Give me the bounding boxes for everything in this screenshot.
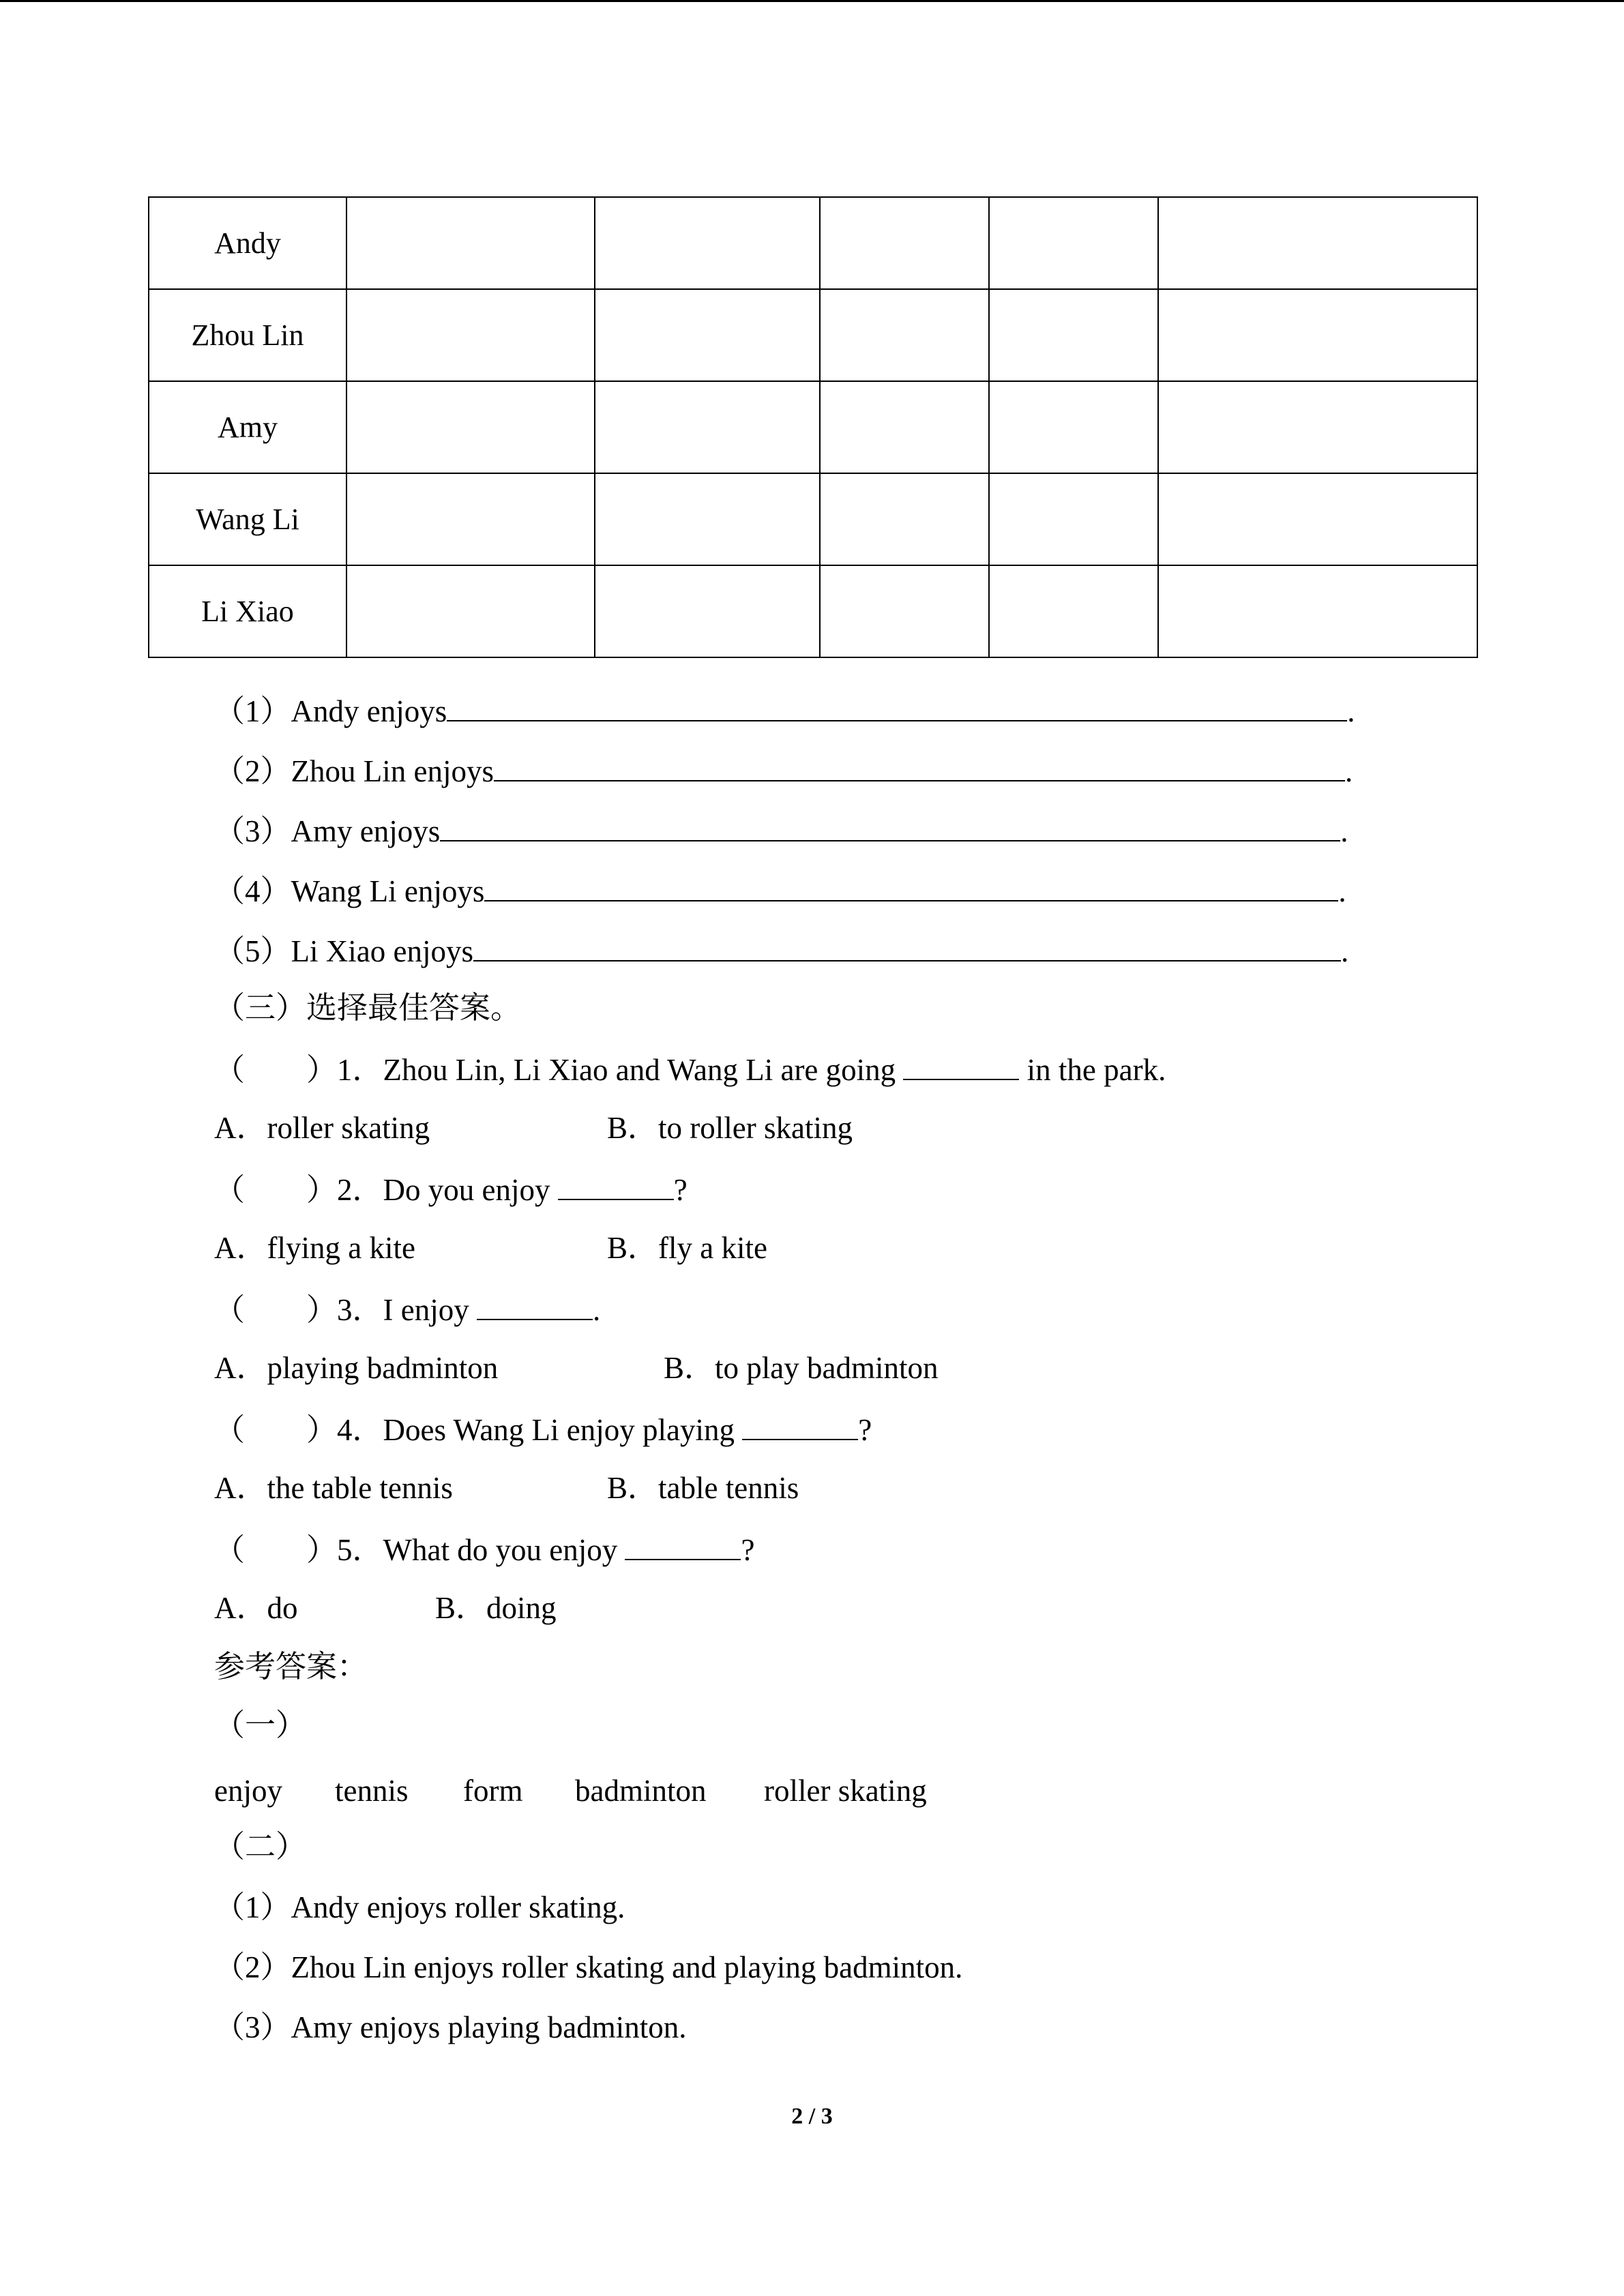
page-top-border	[0, 0, 1624, 2]
sentence-text: Wang Li enjoys	[291, 874, 485, 908]
word-bank-word: badminton	[575, 1774, 707, 1808]
fill-sentence-5: （5）Li Xiao enjoys .	[214, 934, 1349, 968]
question-text: Does Wang Li enjoy playing	[383, 1413, 743, 1447]
item-number: （5）	[214, 934, 291, 968]
item-number: （4）	[214, 874, 291, 908]
option-a[interactable]: A．do	[214, 1591, 298, 1625]
fill-sentence-4: （4）Wang Li enjoys .	[214, 874, 1346, 908]
question-blank	[903, 1053, 1019, 1080]
option-b[interactable]: B．to roller skating	[607, 1111, 853, 1145]
table-cell[interactable]	[989, 197, 1158, 289]
answer-line[interactable]	[447, 693, 1347, 721]
question-text-end: .	[593, 1293, 601, 1327]
option-a[interactable]: A．playing badminton	[214, 1351, 499, 1385]
table-cell[interactable]	[820, 565, 989, 657]
sentence-text: Li Xiao enjoys	[291, 934, 473, 968]
table-cell[interactable]	[346, 289, 595, 381]
question-text: I enjoy	[383, 1293, 477, 1327]
answer-bracket[interactable]: （ ）	[214, 1173, 338, 1207]
table-cell[interactable]	[1158, 197, 1477, 289]
question-5	[214, 1533, 754, 1566]
question-text-end: ?	[673, 1173, 688, 1207]
word-bank-word: enjoy	[214, 1774, 282, 1808]
fill-sentence-2: （2）Zhou Lin enjoys .	[214, 754, 1353, 788]
table-row	[149, 565, 1477, 657]
answers-title: 参考答案：	[214, 1650, 368, 1684]
table-cell[interactable]	[820, 197, 989, 289]
question-text-end: in the park.	[1019, 1053, 1166, 1087]
table-cell[interactable]	[346, 381, 595, 473]
question-text: What do you enjoy	[383, 1533, 625, 1567]
table-cell[interactable]	[346, 197, 595, 289]
section-3-title: （三）选择最佳答案。	[214, 991, 522, 1025]
answer-line[interactable]	[494, 753, 1345, 781]
answer-line[interactable]	[484, 873, 1338, 901]
table-row-name: Amy	[149, 381, 346, 473]
question-number: 1．	[337, 1053, 383, 1087]
question-text: Do you enjoy	[383, 1173, 558, 1207]
answer-bracket[interactable]: （ ）	[214, 1053, 338, 1087]
table-row	[149, 473, 1477, 565]
answer-bracket[interactable]: （ ）	[214, 1533, 338, 1567]
word-bank-word: form	[463, 1774, 523, 1808]
question-1	[214, 1053, 1166, 1086]
answer-bracket[interactable]: （ ）	[214, 1293, 338, 1327]
option-a[interactable]: A．roller skating	[214, 1111, 430, 1145]
option-b[interactable]: B．doing	[435, 1591, 557, 1625]
fill-sentence-3: （3）Amy enjoys .	[214, 814, 1348, 848]
answer-line-1: （1）Andy enjoys roller skating.	[214, 1890, 625, 1924]
option-b[interactable]: B．to play badminton	[664, 1351, 939, 1385]
table-row	[149, 381, 1477, 473]
table-row	[149, 289, 1477, 381]
table-cell[interactable]	[989, 565, 1158, 657]
table-cell[interactable]	[820, 381, 989, 473]
sentence-text: Andy enjoys	[291, 694, 447, 728]
table-cell[interactable]	[1158, 565, 1477, 657]
table-cell[interactable]	[1158, 381, 1477, 473]
table-cell[interactable]	[595, 473, 820, 565]
question-number: 3．	[337, 1293, 383, 1327]
answer-line[interactable]	[440, 813, 1340, 841]
question-blank	[477, 1293, 593, 1320]
table-cell[interactable]	[595, 565, 820, 657]
table-cell[interactable]	[595, 381, 820, 473]
option-a[interactable]: A．the table tennis	[214, 1471, 453, 1505]
option-b[interactable]: B．table tennis	[607, 1471, 799, 1505]
table-cell[interactable]	[989, 473, 1158, 565]
question-text-end: ?	[858, 1413, 872, 1447]
answers-part-2-label: （二）	[214, 1830, 307, 1864]
answer-line-2: （2）Zhou Lin enjoys roller skating and playing badminton.	[214, 1950, 963, 1984]
answer-line[interactable]	[473, 933, 1341, 961]
option-b[interactable]: B．fly a kite	[607, 1231, 767, 1265]
answers-part-1-label: （一）	[214, 1708, 307, 1742]
question-2	[214, 1173, 688, 1206]
sentence-text: Amy enjoys	[291, 814, 441, 848]
item-number: （3）	[214, 814, 291, 848]
table-cell[interactable]	[346, 473, 595, 565]
table-cell[interactable]	[820, 289, 989, 381]
question-blank	[558, 1173, 674, 1200]
table-cell[interactable]	[1158, 289, 1477, 381]
question-3	[214, 1293, 600, 1326]
table-cell[interactable]	[595, 197, 820, 289]
question-blank	[625, 1533, 741, 1560]
question-number: 2．	[337, 1173, 383, 1207]
table-cell[interactable]	[820, 473, 989, 565]
item-number: （2）	[214, 754, 291, 788]
table-row-name: Zhou Lin	[149, 289, 346, 381]
option-a[interactable]: A．flying a kite	[214, 1231, 415, 1265]
sentence-text: Zhou Lin enjoys	[291, 754, 494, 788]
question-4	[214, 1413, 872, 1446]
table-cell[interactable]	[989, 381, 1158, 473]
question-blank	[742, 1413, 858, 1440]
fill-sentence-1: （1）Andy enjoys .	[214, 694, 1355, 728]
page-number: 2 / 3	[791, 2104, 833, 2129]
table-row	[149, 197, 1477, 289]
table-cell[interactable]	[1158, 473, 1477, 565]
item-number: （1）	[214, 694, 291, 728]
answer-line-3: （3）Amy enjoys playing badminton.	[214, 2010, 687, 2044]
question-number: 5．	[337, 1533, 383, 1567]
word-bank-word: roller skating	[764, 1774, 927, 1808]
table-cell[interactable]	[346, 565, 595, 657]
question-text: Zhou Lin, Li Xiao and Wang Li are going	[383, 1053, 904, 1087]
table-cell[interactable]	[595, 289, 820, 381]
table-row-name: Wang Li	[149, 473, 346, 565]
enjoy-table	[148, 196, 1478, 658]
answer-bracket[interactable]: （ ）	[214, 1413, 338, 1447]
question-text-end: ?	[741, 1533, 755, 1567]
word-bank-word: tennis	[335, 1774, 409, 1808]
table-row-name: Andy	[149, 197, 346, 289]
question-number: 4．	[337, 1413, 383, 1447]
table-row-name: Li Xiao	[149, 565, 346, 657]
table-cell[interactable]	[989, 289, 1158, 381]
